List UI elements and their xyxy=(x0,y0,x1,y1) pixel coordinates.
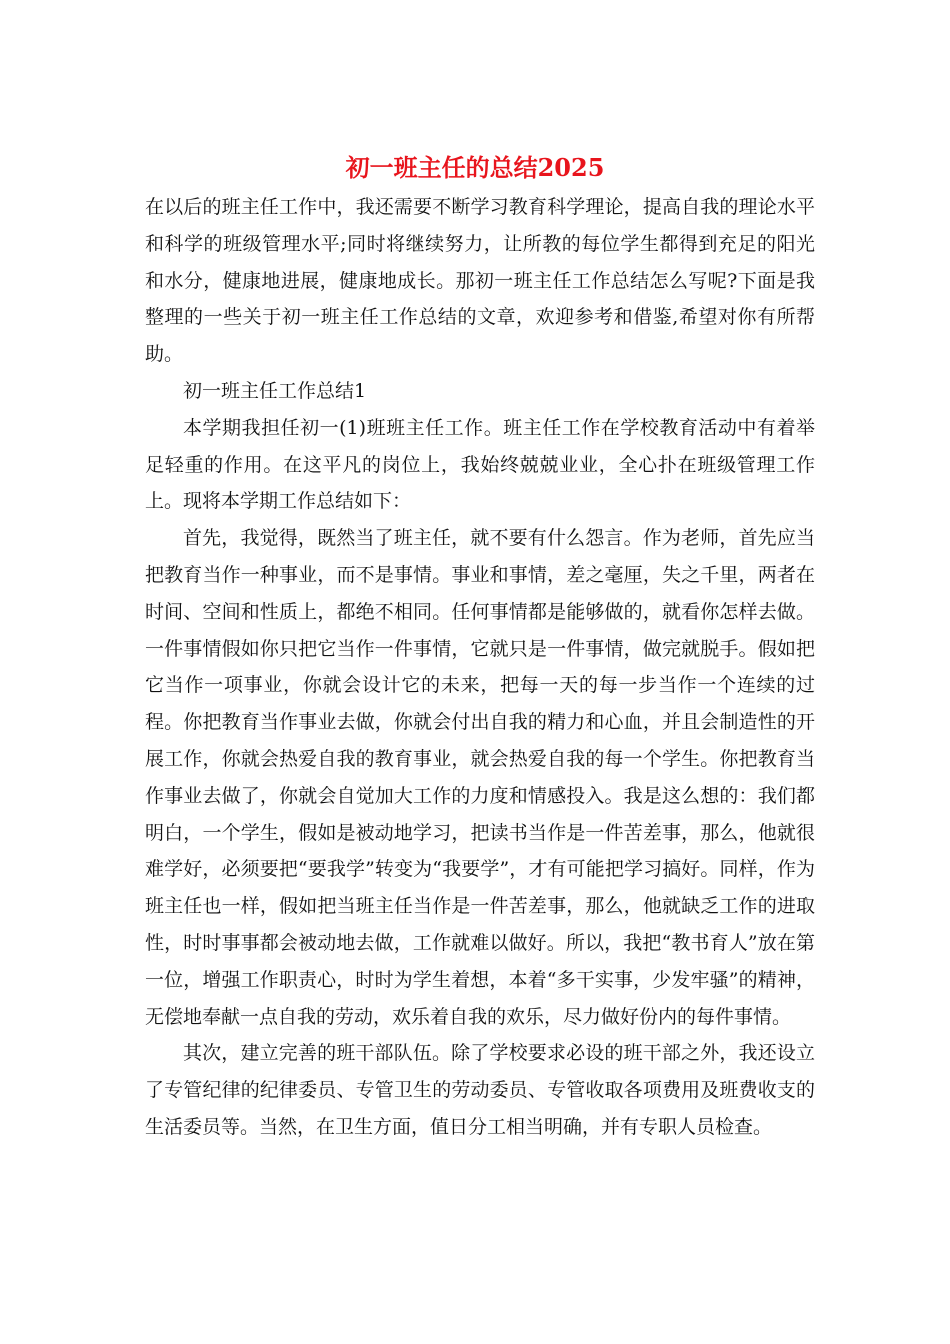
body-paragraph: 本学期我担任初一(1)班班主任工作。班主任工作在学校教育活动中有着举足轻重的作用。在这平凡的岗位上，我始终兢兢业业，全心扑在班级管理工作上。现将本学期工作总结如下： xyxy=(145,416,815,513)
body-paragraph: 其次，建立完善的班干部队伍。除了学校要求必设的班干部之外，我还设立了专管纪律的纪律委员、专管卫生的劳动委员、专管收取各项费用及班费收支的生活委员等。当然，在卫生方面，值日分工相当明确，并有专职人员检查。 xyxy=(145,1042,815,1138)
document-body xyxy=(145,189,815,1146)
body-paragraph: 首先，我觉得，既然当了班主任，就不要有什么怨言。作为老师，首先应当把教育当作一种事业，而不是事情。事业和事情，差之毫厘，失之千里，两者在时间、空间和性质上，都绝不相同。任何事情都是能够做的，就看你怎样去做。一件事情假如你只把它当作一件事情，它就只是一件事情，做完就脱手。假如把它当作一项事业，你就会设计它的未来，把每一天的每一步当作一个连续的过程。你把教育当作事业去做，你就会付出自我的精力和心血，并且会制造性的开展工作，你就会热爱自我的教育事业，就会热爱自我的每一个学生。你把教育当作事业去做了，你就会自觉加大工作的力度和情感投入。我是这么想的：我们都明白，一个学生，假如是被动地学习，把读书当作是一件苦差事，那么，他就很难学好，必须要把“要我学”转变为“我要学”，才有可能把学习搞好。同样，作为班主任也一样，假如把当班主任当作是一件苦差事，那么，他就缺乏工作的进取性，时时事事都会被动地去做，工作就难以做好。所以，我把“教书育人”放在第一位，增强工作职责心，时时为学生着想，本着“多干实事，少发牢骚”的精神，无偿地奉献一点自我的劳动，欢乐着自我的欢乐，尽力做好份内的每件事情。 xyxy=(145,527,815,1028)
section-heading: 初一班主任工作总结1 xyxy=(183,379,367,402)
intro-paragraph: 在以后的班主任工作中，我还需要不断学习教育科学理论，提高自我的理论水平和科学的班级管理水平;同时将继续努力，让所教的每位学生都得到充足的阳光和水分，健康地进展，健康地成长。那初一班主任工作总结怎么写呢?下面是我整理的一些关于初一班主任工作总结的文章，欢迎参考和借鉴,希望对你有所帮助。 xyxy=(145,196,815,366)
document-title: 初一班主任的总结2025 xyxy=(345,153,605,182)
